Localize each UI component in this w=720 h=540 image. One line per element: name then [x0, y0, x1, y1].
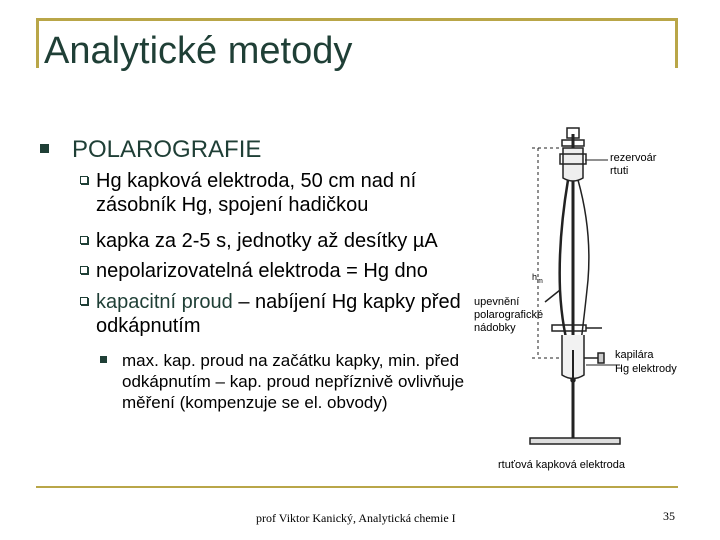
checkbox-bullet-icon: [80, 236, 88, 244]
point-4-highlight: kapacitní proud: [96, 291, 233, 313]
electrode-figure: [470, 120, 720, 475]
subpoint-text: max. kap. proud na začátku kapky, min. před odkápnutím – kap. proud nepříznivě ovlivňuje měření (kompenzuje se el. obvody): [122, 351, 465, 412]
point-3-text: nepolarizovatelná elektroda = Hg dno: [96, 260, 428, 282]
reservoir-label-2: rtuti: [610, 165, 629, 177]
title-frame-right: [675, 18, 678, 68]
point-2-text: kapka za 2-5 s, jednotky až desítky µA: [96, 230, 438, 252]
checkbox-bullet-icon: [80, 266, 88, 274]
square-bullet-icon: [100, 356, 107, 363]
section-heading: POLAROGRAFIE: [72, 136, 262, 163]
checkbox-bullet-icon: [80, 176, 88, 184]
reservoir-label-1: rezervoár: [610, 152, 657, 164]
page-number: 35: [663, 509, 675, 523]
footer-author: prof Viktor Kanický, Analytická chemie I: [256, 511, 456, 525]
figure-caption: rtuťová kapková elektroda: [498, 459, 626, 471]
height-label: [532, 272, 543, 285]
point-1-text: Hg kapková elektroda, 50 cm nad ní zásobník Hg, spojení hadičkou: [96, 170, 417, 216]
checkbox-bullet-icon: [80, 297, 88, 305]
square-bullet-icon: [40, 144, 49, 153]
capillary-label-2: Hg elektrody: [615, 363, 677, 375]
title-frame-left: [36, 18, 39, 68]
point-4-rest: – nabíjení Hg kapky před odkápnutím: [96, 291, 461, 337]
height-subscript: m: [537, 278, 543, 285]
vessel-label-2: polarografické: [474, 309, 544, 321]
vessel-label-3: nádobky: [474, 322, 516, 334]
point-4-text: [96, 290, 476, 338]
title-frame-top: [36, 18, 678, 21]
height-letter: h: [532, 272, 538, 282]
footer-divider: [36, 486, 678, 488]
slide-title: Analytické metody: [44, 30, 353, 72]
vessel-label-1: upevnění: [474, 296, 520, 308]
electrode-diagram: [470, 120, 720, 475]
capillary-label-1: kapilára: [615, 349, 654, 361]
